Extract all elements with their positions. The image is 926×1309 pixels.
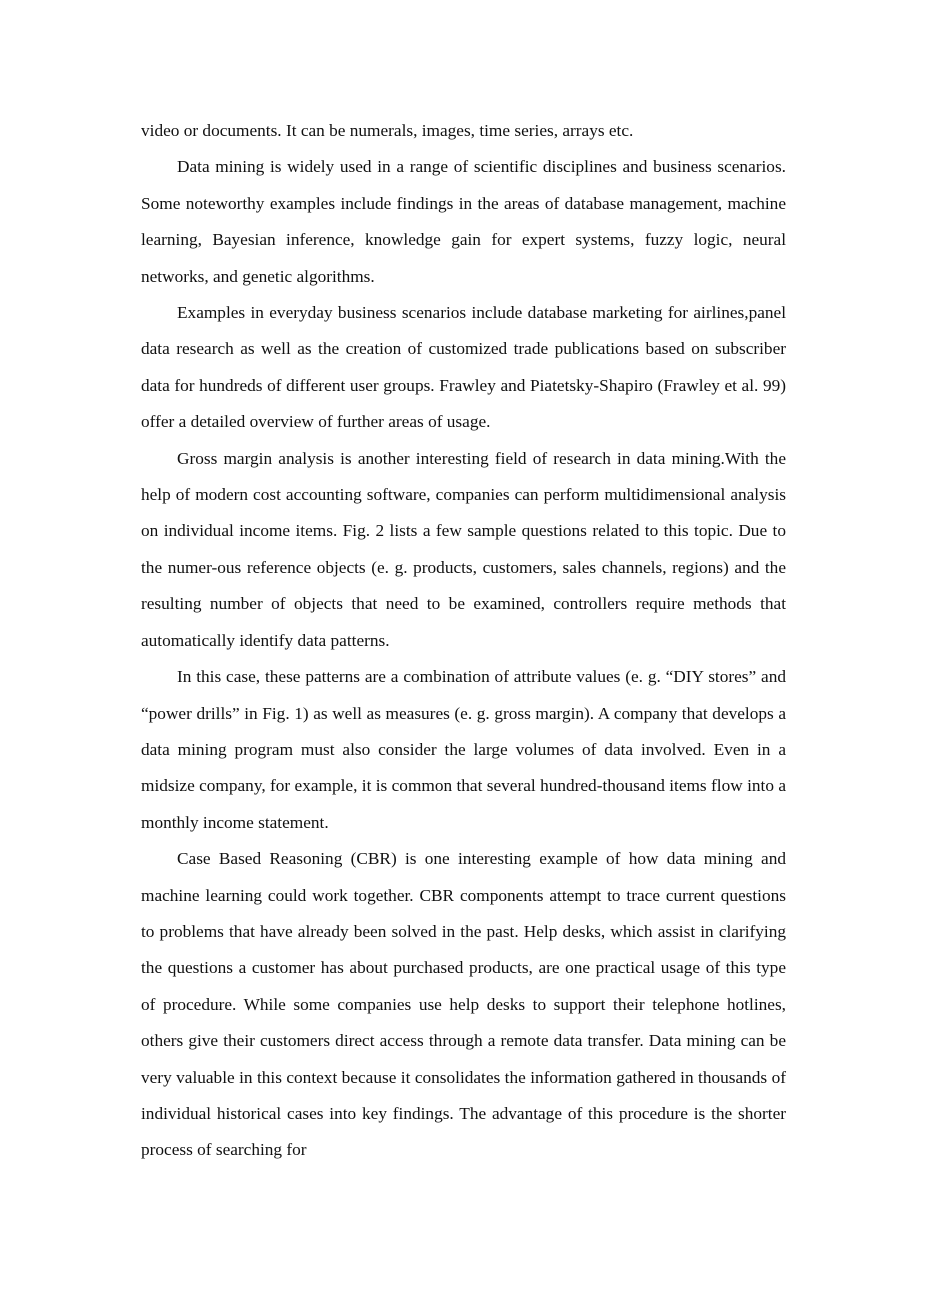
paragraph-cbr: Case Based Reasoning (CBR) is one interesting example of how data mining and machine learning could work together. CBR components attempt to trace current questions to problems that have already been solved in the past. Help desks, which assist in clarifying the questions a customer has about purchased products, are one practical usage of this type of procedure. While some companies use help desks to support their telephone hotlines, others give their customers direct access through a remote data transfer. Data mining can be very valuable in this context because it consolidates the information gathered in thousands of individual historical cases into key findings. The advantage of this procedure is the shorter process of searching for [141,849,786,1160]
paragraph-gross-margin: Gross margin analysis is another interesting field of research in data mining.With the help of modern cost accounting software, companies can perform multidimensional analysis on individual income items. Fig. 2 lists a few sample questions related to this topic. Due to the numer-ous reference objects (e. g. products, customers, sales channels, regions) and the resulting number of objects that need to be examined, controllers require methods that automatically identify data patterns. [141,448,786,650]
paragraph-business-examples: Examples in everyday business scenarios include database marketing for airlines,panel data research as well as the creation of customized trade publications based on subscriber data for hundreds of different user groups. Frawley and Piatetsky-Shapiro (Frawley et al. 99) offer a detailed overview of further areas of usage. [141,303,786,432]
paragraph-data-mining-uses: Data mining is widely used in a range of scientific disciplines and business scenarios. Some noteworthy examples include findings in the areas of database management, machine learning, Bayesian inference, knowledge gain for expert systems, fuzzy logic, neural networks, and genetic algorithms. [141,157,786,286]
paragraph-continuation: video or documents. It can be numerals, images, time series, arrays etc. [141,121,634,140]
document-page [141,113,786,1169]
paragraph-patterns: In this case, these patterns are a combination of attribute values (e. g. “DIY stores” and “power drills” in Fig. 1) as well as measures (e. g. gross margin). A company that develops a data mining program must also consider the large volumes of data involved. Even in a midsize company, for example, it is common that several hundred-thousand items flow into a monthly income statement. [141,667,786,832]
